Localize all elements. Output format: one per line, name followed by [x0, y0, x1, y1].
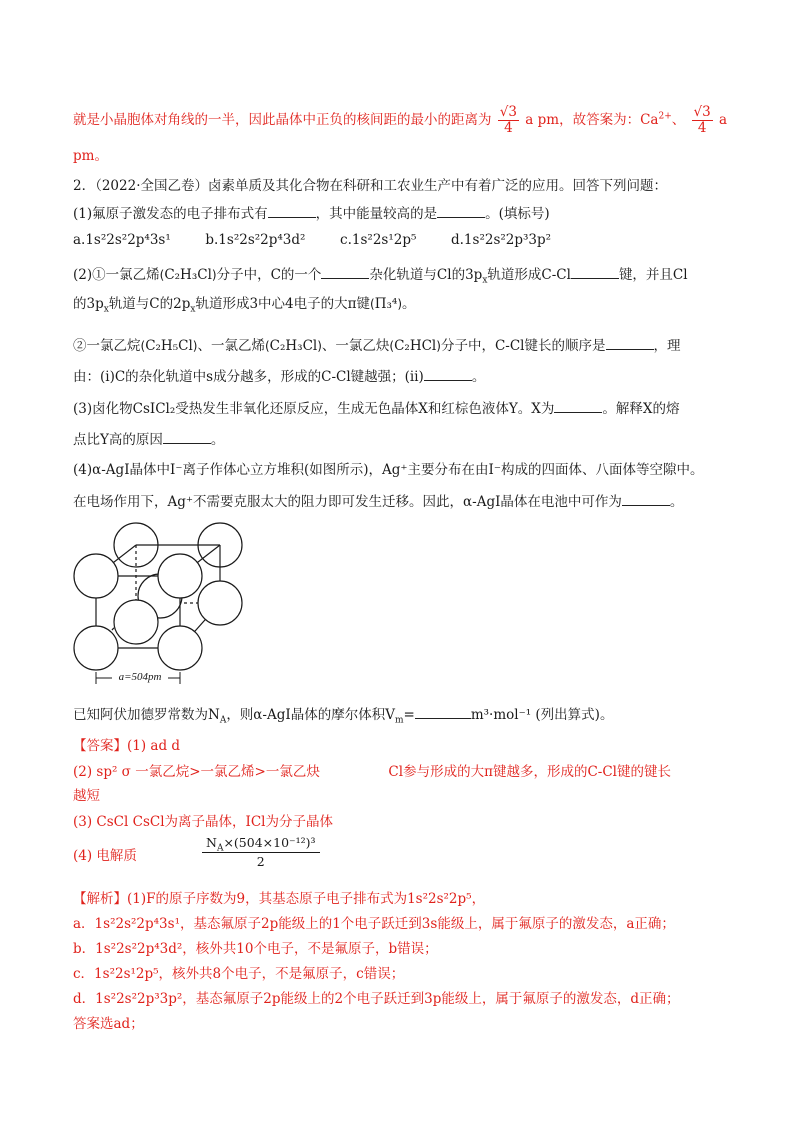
answer-blank [163, 429, 211, 444]
answer-blank [268, 203, 316, 218]
analysis-line-3: b．1s²2s²2p⁴3d²，核外共10个电子，不是氟原子，b错误； [73, 941, 438, 957]
q2-part4-line2: 在电场作用下，Ag⁺不需要克服太大的阻力即可发生迁移。因此，α-AgI晶体在电池中可作为 。 [73, 491, 683, 512]
back-bottom-left-sphere [114, 600, 158, 644]
q2-part3-line2: 点比Y高的原因 。 [73, 429, 224, 450]
front-top-left-sphere [74, 554, 118, 598]
molar-volume-fraction: $N_A\times(504\times 10^{-12})^3$ 2 [202, 834, 320, 871]
q2-part2b-line2: 由：(ⅰ)C的杂化轨道中s成分越多，形成的C-Cl键越强；(ⅱ) 。 [73, 366, 485, 387]
q2-part4-line3: 已知阿伏加德罗常数为$N_A$，则α-AgI晶体的摩尔体积$V_m= m^3\cdot mol^{-1}$ (列出算式)。 [73, 704, 613, 725]
bcc-crystal-diagram [72, 518, 252, 690]
option-b: b.1s²2s²2p⁴3d² [205, 232, 306, 248]
answer-blank [554, 398, 602, 413]
analysis-line-6: 答案选ad； [73, 1016, 144, 1032]
answer-head: 【答案】(1) ad d [73, 738, 181, 754]
top-line-2: pm。 [73, 148, 108, 164]
analysis-line-1: 【解析】(1)F的原子序数为9，其基态原子电子排布式为1s²2s²2p⁵， [73, 891, 486, 907]
q2-options [73, 230, 551, 250]
top-text: 就是小晶胞体对角线的一半，因此晶体中正负的核间距的最小的距离为 [73, 112, 492, 128]
sqrt3-over-4-fraction-2: $\frac{√3}{4}$ [693, 104, 711, 136]
question-title: 2．（2022·全国乙卷）卤素单质及其化合物在科研和工农业生产中有着广泛的应用。回答下列问题： [73, 178, 667, 194]
pi-bond-symbol: Π₃⁴ [374, 296, 398, 312]
analysis-line-4: c．1s²2s¹2p⁵，核外共8个电子，不是氟原子，c错误； [73, 966, 405, 982]
back-bottom-right-sphere [198, 581, 242, 625]
option-c: c.1s²2s¹2p⁵ [340, 232, 417, 248]
answer-blank [424, 366, 472, 381]
analysis-line-5: d．1s²2s²2p³3p²，基态氟原子2p能级上的2个电子跃迁到3p能级上，属于氟原子的激发态，d正确； [73, 991, 680, 1007]
q2-part2-line1: (2)①一氯乙烯(C₂H₃Cl)分子中，C的一个 杂化轨道与Cl的$3p_x$轨道形成C-Cl 键，并且Cl [73, 264, 688, 285]
formula-c2h3cl: C₂H₃Cl [164, 267, 212, 283]
answer-blank [437, 203, 485, 218]
q2-part1: (1)氟原子激发态的电子排布式有 ，其中能量较高的是 。(填标号) [73, 203, 550, 224]
option-d: d.1s²2s²2p³3p² [451, 232, 552, 248]
figure-label: a=504pm [118, 671, 162, 683]
answer-blank [321, 264, 369, 279]
answer-blank [415, 704, 471, 719]
answer-blank [622, 491, 670, 506]
answer-line-4: (4) 电解质 [73, 848, 137, 864]
answer-blank [606, 335, 654, 350]
answer-blank [571, 264, 619, 279]
q2-part3-line1: (3)卤化物CsICl₂受热发生非氧化还原反应，生成无色晶体X和红棕色液体Y。X为 。解释X的熔 [73, 398, 680, 419]
q2-part4-line1: (4)α-AgI晶体中I⁻离子作体心立方堆积(如图所示)，Ag⁺主要分布在由I⁻构成的四面体、八面体等空隙中。 [73, 462, 704, 478]
answer-line-3: (3) CsCl CsCl为离子晶体，ICl为分子晶体 [73, 814, 333, 830]
answer-line-2: (2) sp² σ 一氯乙烷>一氯乙烯>一氯乙炔 Cl参与形成的大π键越多，形成的C-Cl键的键长 [73, 764, 671, 780]
q2-part2-line2: 的$3p_x$轨道与C的$2p_x$轨道形成3中心4电子的大π键(Π₃⁴)。 [73, 296, 416, 315]
front-bottom-right-sphere [158, 626, 202, 670]
top-line-1: 就是小晶胞体对角线的一半，因此晶体中正负的核间距的最小的距离为 $\frac{√3}{4}$ a pm，故答案为：$Ca^{2+}$、 $\frac{√3}{4}$ a [73, 104, 728, 136]
front-bottom-left-sphere [74, 626, 118, 670]
option-a: a.1s²2s²2p⁴3s¹ [73, 232, 171, 248]
answer-line-2b: 越短 [73, 788, 100, 804]
sqrt3-over-4-fraction: $\frac{√3}{4}$ [499, 104, 517, 136]
front-top-right-sphere [158, 554, 202, 598]
analysis-line-2: a．1s²2s²2p⁴3s¹，基态氟原子2p能级上的1个电子跃迁到3s能级上，属于氟原子的激发态，a正确； [73, 916, 675, 932]
q2-part2b-line1: ②一氯乙烷(C₂H₅Cl)、一氯乙烯(C₂H₃Cl)、一氯乙炔(C₂HCl)分子中，C-Cl键长的顺序是 ，理 [73, 335, 681, 356]
